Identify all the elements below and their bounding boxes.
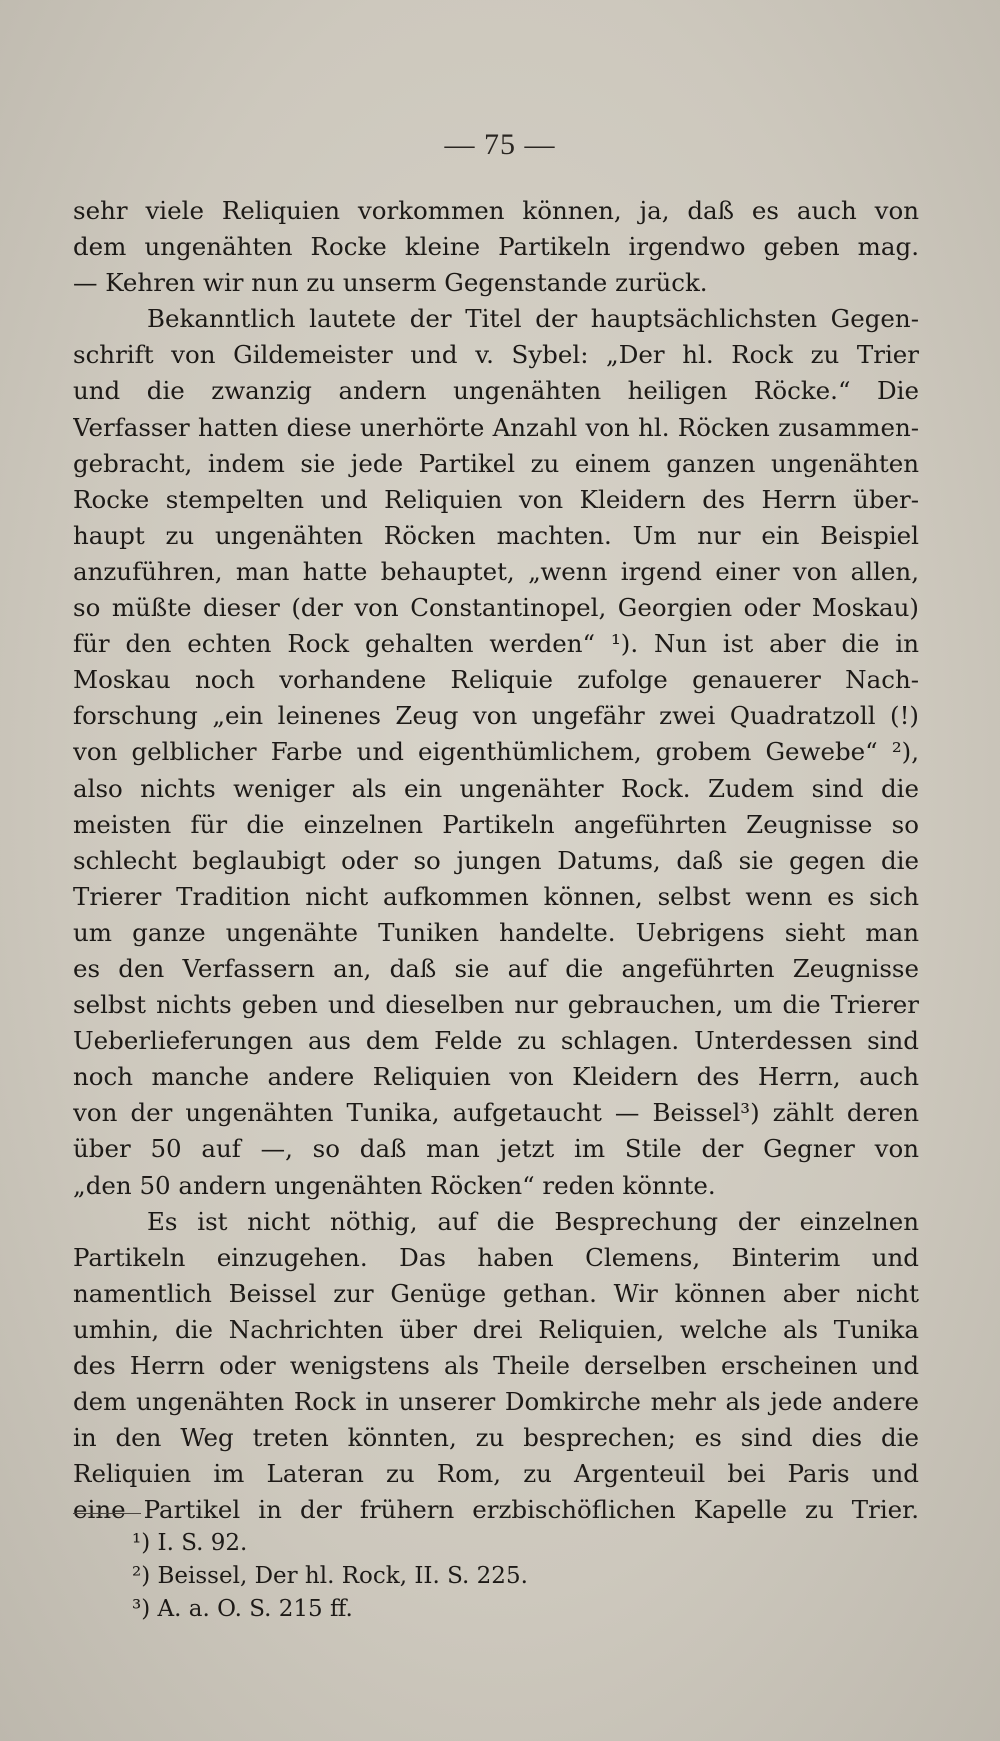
text-line: also nichts weniger als ein ungenähter Rock. Zudem sind die [73, 773, 919, 803]
text-line: „den 50 andern ungenähten Röcken“ reden könnte. [73, 1170, 716, 1200]
footnote: ²) Beissel, Der hl. Rock, II. S. 225. [132, 1563, 528, 1589]
footnote: ¹) I. S. 92. [132, 1530, 248, 1556]
text-line: selbst nichts geben und dieselben nur gebrauchen, um die Trierer [73, 990, 919, 1020]
text-line: so müßte dieser (der von Constantinopel, Georgien oder Moskau) [73, 593, 919, 623]
text-line: Partikeln einzugehen. Das haben Clemens, Binterim und [73, 1242, 919, 1272]
text-line: namentlich Beissel zur Genüge gethan. Wir können aber nicht [73, 1278, 919, 1308]
footnote-divider [73, 1513, 141, 1514]
text-line: haupt zu ungenähten Röcken machten. Um nur ein Beispiel [73, 520, 919, 550]
text-line: meisten für die einzelnen Partikeln angeführten Zeugnisse so [73, 809, 919, 839]
text-line: forschung „ein leinenes Zeug von ungefähr zwei Quadratzoll (!) [73, 701, 919, 731]
text-line: Es ist nicht nöthig, auf die Besprechung der einzelnen [147, 1206, 919, 1236]
text-line: dem ungenähten Rock in unserer Domkirche mehr als jede andere [73, 1387, 919, 1417]
text-line: anzuführen, man hatte behauptet, „wenn irgend einer von allen, [73, 556, 919, 586]
body-text [73, 193, 919, 1528]
text-line: von gelblicher Farbe und eigenthümlichem, grobem Gewebe“ ²), [73, 737, 919, 767]
text-line: Reliquien im Lateran zu Rom, zu Argenteuil bei Paris und [73, 1459, 919, 1489]
text-line: schlecht beglaubigt oder so jungen Datums, daß sie gegen die [73, 845, 919, 875]
text-line: in den Weg treten könnten, zu besprechen; es sind dies die [73, 1423, 919, 1453]
text-line: es den Verfassern an, daß sie auf die angeführten Zeugnisse [73, 953, 919, 983]
text-line: Verfasser hatten diese unerhörte Anzahl von hl. Röcken zusammen- [73, 412, 919, 442]
text-line: Bekanntlich lautete der Titel der hauptsächlichsten Gegen- [147, 304, 919, 334]
text-line: Trierer Tradition nicht aufkommen können, selbst wenn es sich [73, 881, 919, 911]
text-line: für den echten Rock gehalten werden“ ¹). Nun ist aber die in [73, 629, 919, 659]
text-line: dem ungenähten Rocke kleine Partikeln irgendwo geben mag. [73, 232, 919, 262]
page-number: — 75 — [444, 128, 556, 161]
text-line: von der ungenähten Tunika, aufgetaucht — Beissel³) zählt deren [73, 1098, 919, 1128]
text-line: noch manche andere Reliquien von Kleidern des Herrn, auch [73, 1062, 919, 1092]
footnote: ³) A. a. O. S. 215 ff. [132, 1596, 353, 1622]
text-line: sehr viele Reliquien vorkommen können, ja, daß es auch von [73, 196, 919, 225]
text-line: schrift von Gildemeister und v. Sybel: „Der hl. Rock zu Trier [73, 340, 919, 370]
text-line: Ueberlieferungen aus dem Felde zu schlagen. Unterdessen sind [73, 1026, 919, 1056]
text-line: Rocke stempelten und Reliquien von Kleidern des Herrn über- [73, 484, 919, 514]
text-line: umhin, die Nachrichten über drei Reliquien, welche als Tunika [73, 1314, 919, 1344]
text-line: Moskau noch vorhandene Reliquie zufolge genauerer Nach- [73, 665, 919, 695]
text-line: um ganze ungenähte Tuniken handelte. Uebrigens sieht man [73, 917, 919, 947]
footnotes [132, 1527, 732, 1626]
text-line: gebracht, indem sie jede Partikel zu einem ganzen ungenähten [73, 448, 919, 478]
text-line: über 50 auf —, so daß man jetzt im Stile der Gegner von [73, 1134, 919, 1164]
text-line: — Kehren wir nun zu unserm Gegenstande zurück. [73, 268, 708, 298]
text-line: und die zwanzig andern ungenähten heiligen Röcke.“ Die [73, 376, 919, 406]
text-line: des Herrn oder wenigstens als Theile derselben erscheinen und [73, 1351, 919, 1380]
text-line: eine Partikel in der frühern erzbischöflichen Kapelle zu Trier. [73, 1495, 919, 1525]
